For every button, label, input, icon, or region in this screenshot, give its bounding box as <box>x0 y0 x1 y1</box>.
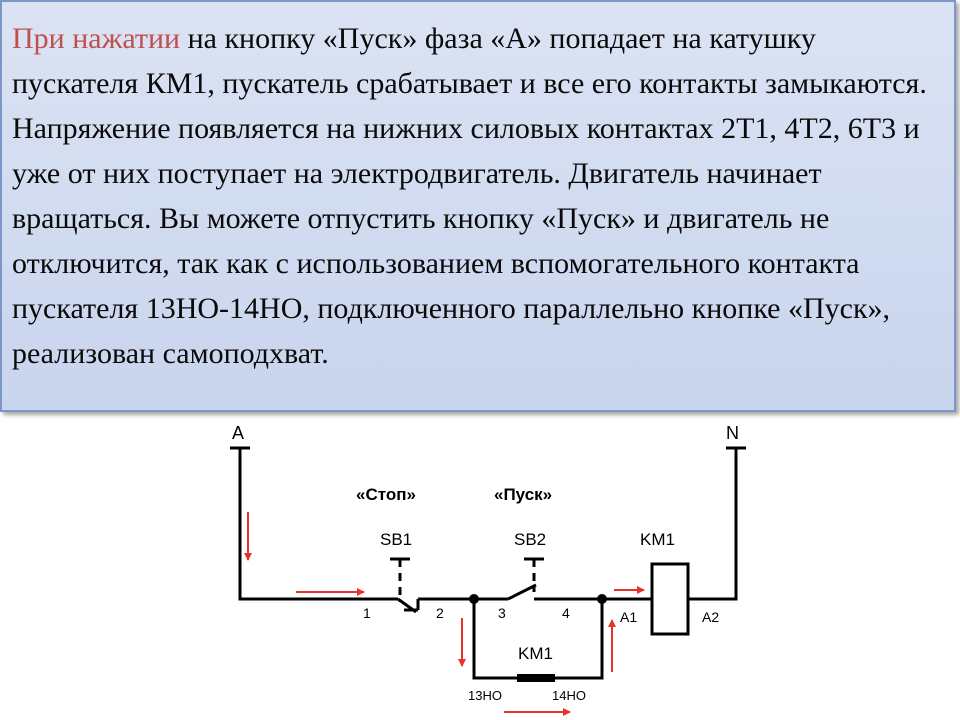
start-contact-blade <box>508 585 536 599</box>
label-terminal-1: 1 <box>363 605 371 621</box>
circuit-svg <box>208 412 764 720</box>
circuit-diagram <box>208 412 764 720</box>
label-start-caption: «Пуск» <box>494 485 553 504</box>
wire-a-to-stop <box>240 448 398 599</box>
label-terminal-3: 3 <box>498 605 506 621</box>
km1-aux-contact <box>517 674 555 682</box>
wire-a2-to-n <box>688 448 736 599</box>
label-km1-contact: KM1 <box>518 644 553 663</box>
label-stop-caption: «Стоп» <box>356 485 416 504</box>
body-text: на кнопку «Пуск» фаза «А» попадает на катушку пускателя КМ1, пускатель срабатывает и все его контакты замыкаются. Напряжение появляется на нижних силовых контактах 2Т1, 4Т2, 6Т3 и уже от них поступает на электродвигатель. Двигатель начинает вращаться. Вы можете отпустить кнопку «Пуск» и двигатель не отключится, так как с использованием вспомогательного контакта пускателя 13НО-14НО, подключенного параллельно кнопке «Пуск», реализован самоподхват. <box>12 22 927 370</box>
label-a2: A2 <box>702 609 720 625</box>
km1-coil <box>652 564 688 634</box>
junction-right <box>597 594 607 604</box>
label-km1-coil: KM1 <box>640 530 675 549</box>
highlight-text: При нажатии <box>12 22 181 55</box>
branch-left <box>474 599 517 678</box>
label-sb2: SB2 <box>514 530 547 549</box>
label-phase-a: A <box>232 423 245 443</box>
label-a1: A1 <box>620 609 638 625</box>
junction-left <box>469 594 479 604</box>
label-neutral-n: N <box>726 423 739 443</box>
label-terminal-4: 4 <box>562 605 570 621</box>
label-sb1: SB1 <box>380 530 413 549</box>
label-14no: 14НО <box>552 688 586 703</box>
label-terminal-2: 2 <box>436 605 444 621</box>
label-13no: 13НО <box>468 688 502 703</box>
